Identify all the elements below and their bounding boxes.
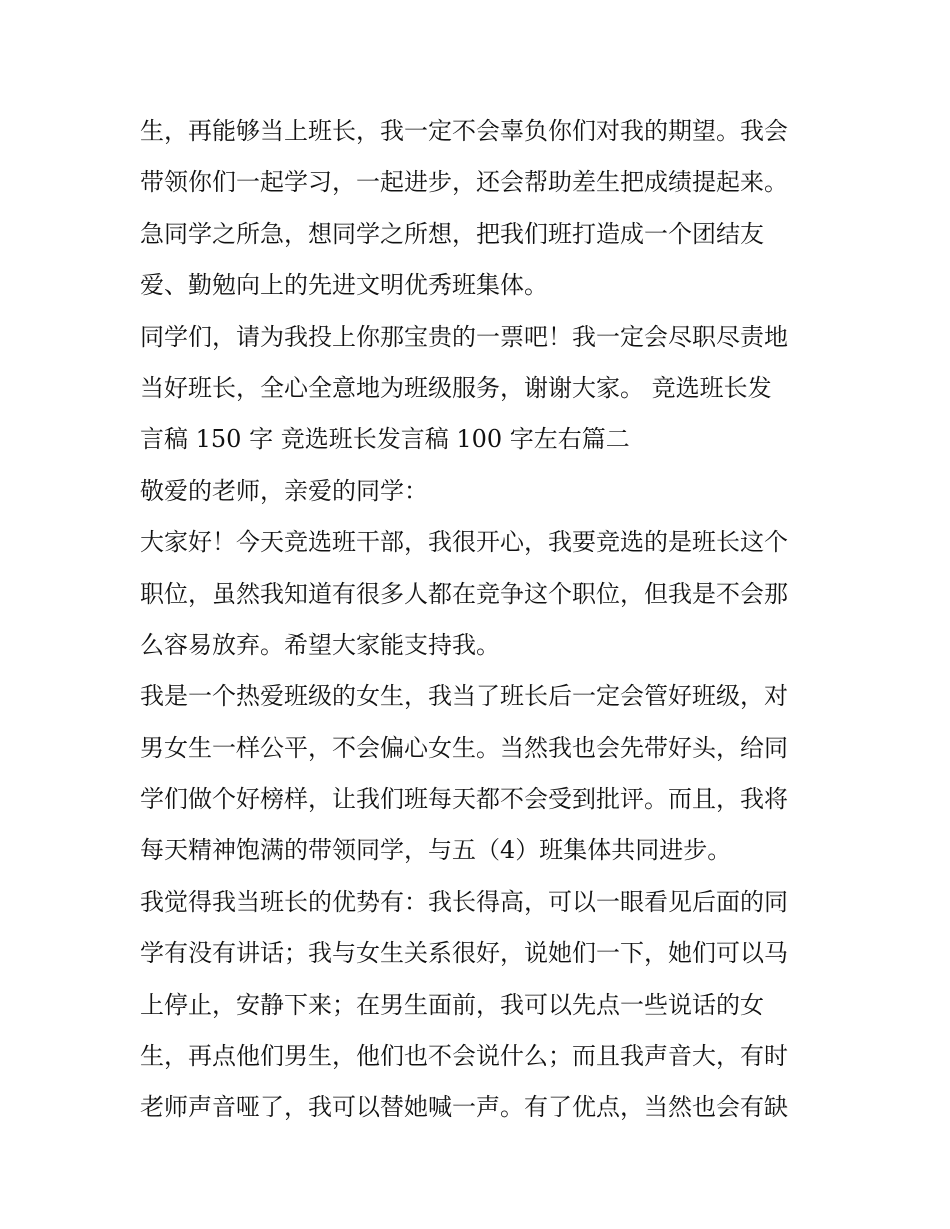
text-line: 职位，虽然我知道有很多人都在竞争这个职位，但我是不会那: [140, 579, 788, 608]
text-line: 生，再点他们男生，他们也不会说什么；而且我声音大，有时: [140, 1042, 788, 1071]
text-line: 大家好！今天竞选班干部，我很开心，我要竞选的是班长这个: [140, 528, 788, 557]
text-line: 学们做个好榜样，让我们班每天都不会受到批评。而且，我将: [140, 785, 788, 814]
document-body: [140, 106, 820, 1134]
text-line: 急同学之所急，想同学之所想，把我们班打造成一个团结友: [140, 219, 764, 248]
text-line: 每天精神饱满的带领同学，与五（4）班集体共同进步。: [140, 836, 732, 865]
text-line: 男女生一样公平，不会偏心女生。当然我也会先带好头，给同: [140, 733, 788, 762]
text-line: 学有没有讲话；我与女生关系很好，说她们一下，她们可以马: [140, 939, 788, 968]
text-line: 老师声音哑了，我可以替她喊一声。有了优点，当然也会有缺: [140, 1093, 788, 1122]
text-line: 同学们，请为我投上你那宝贵的一票吧！我一定会尽职尽责地: [140, 322, 788, 351]
text-line: 当好班长，全心全意地为班级服务，谢谢大家。 竞选班长发: [140, 373, 772, 402]
text-line: 生，再能够当上班长，我一定不会辜负你们对我的期望。我会: [140, 117, 788, 145]
text-line: 敬爱的老师，亲爱的同学：: [140, 476, 428, 505]
text-line: 上停止，安静下来；在男生面前，我可以先点一些说话的女: [140, 990, 764, 1019]
text-line: 我觉得我当班长的优势有：我长得高，可以一眼看见后面的同: [140, 887, 788, 916]
text-line: 我是一个热爱班级的女生，我当了班长后一定会管好班级，对: [140, 682, 788, 711]
text-line: 言稿 150 字 竞选班长发言稿 100 字左右篇二: [140, 425, 630, 454]
text-line: 爱、勤勉向上的先进文明优秀班集体。: [140, 271, 548, 300]
text-line: 带领你们一起学习，一起进步，还会帮助差生把成绩提起来。: [140, 168, 788, 197]
text-line: 么容易放弃。希望大家能支持我。: [140, 630, 500, 659]
